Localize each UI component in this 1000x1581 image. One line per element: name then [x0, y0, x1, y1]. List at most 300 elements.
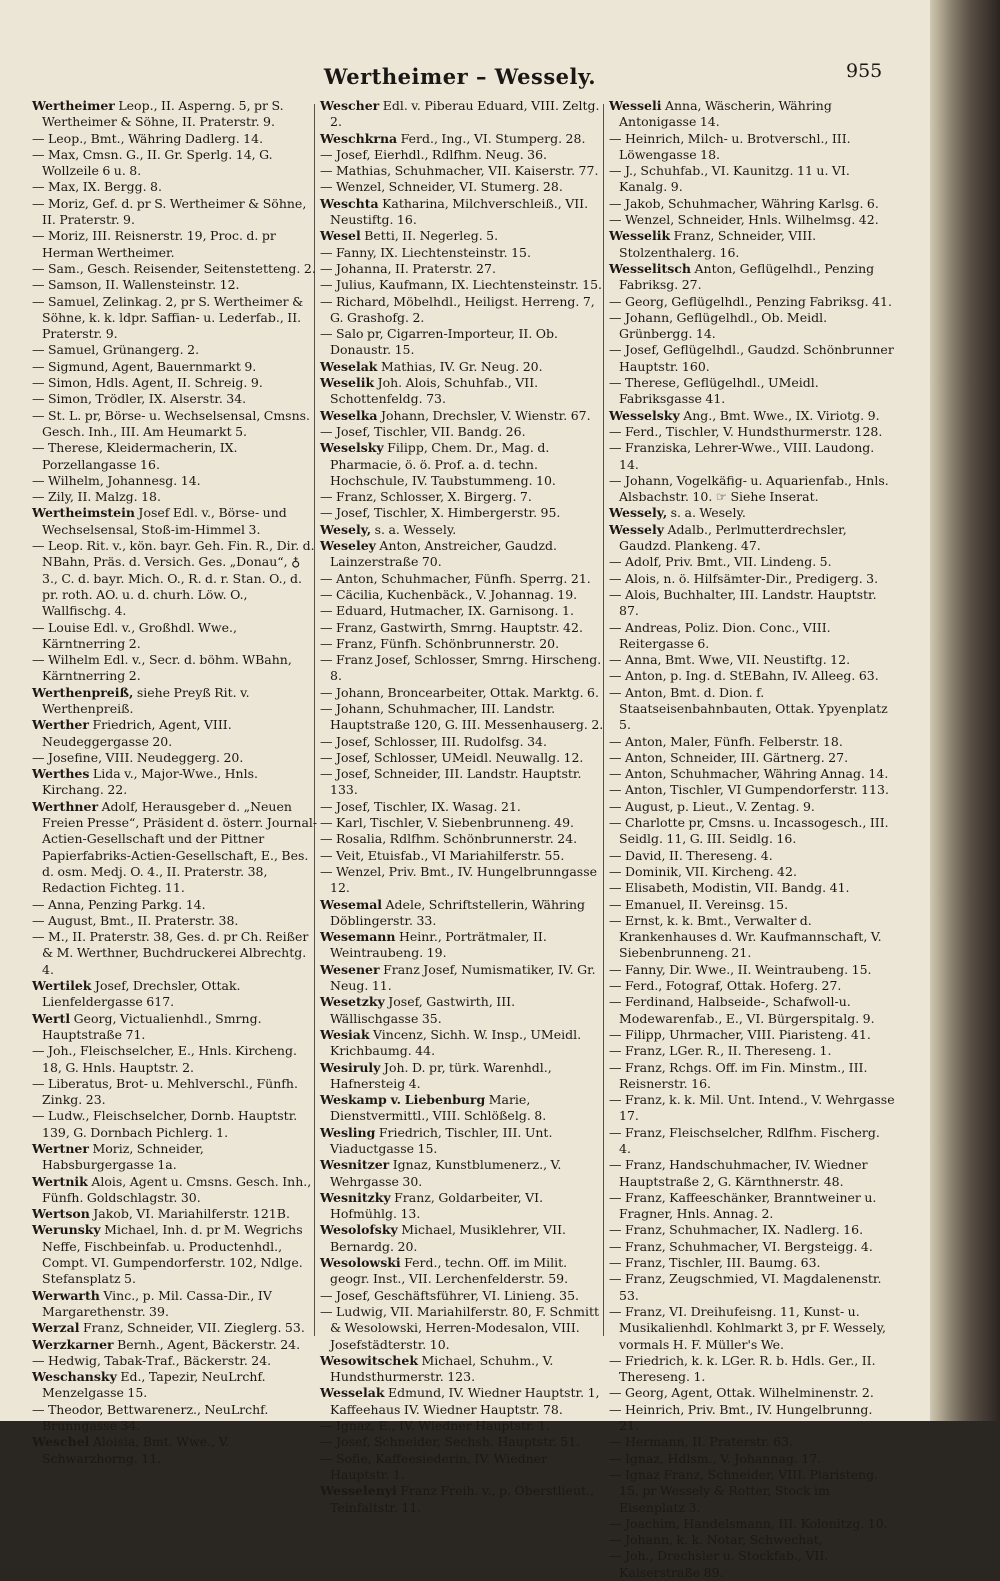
entry-details: — Josef, Schlosser, III. Rudolfsg. 34.	[320, 733, 547, 749]
directory-entry	[609, 473, 895, 506]
entry-details: — Leop., Bmt., Währing Dadlerg. 14.	[32, 130, 264, 146]
entry-details: — Franziska, Lehrer-Wwe., VIII. Laudong. 14.	[609, 440, 875, 472]
entry-details: — Anton, Schneider, III. Gärtnerg. 27.	[609, 749, 849, 765]
entry-details: — Salo pr, Cigarren-Importeur, II. Ob. Donaustr. 15.	[320, 326, 559, 358]
entry-surname: Weskamp v. Liebenburg	[320, 1092, 486, 1108]
entry-details: — Johann, k. k. Notar, Schwechat,	[609, 1532, 823, 1548]
entry-details: Edmund, IV. Wiedner Hauptstr. 1, Kaffeehaus IV. Wiedner Hauptstr. 78.	[330, 1385, 600, 1417]
directory-entry	[320, 359, 606, 375]
directory-entry	[32, 98, 318, 131]
entry-details: Friedrich, Tischler, III. Unt. Viaductgasse 15.	[330, 1124, 553, 1156]
entry-surname: Wesolofsky	[320, 1222, 398, 1238]
directory-entry	[32, 505, 318, 538]
entry-surname: Werzkarner	[32, 1336, 114, 1352]
directory-entry	[320, 261, 606, 277]
directory-entry	[320, 1483, 606, 1516]
directory-entry	[320, 766, 606, 799]
entry-surname: Wesel	[320, 228, 361, 244]
directory-entry	[609, 782, 895, 798]
directory-entry	[609, 522, 895, 555]
directory-entry	[320, 179, 606, 195]
directory-entry	[32, 1402, 318, 1435]
directory-entry	[320, 375, 606, 408]
page-number: 955	[846, 60, 883, 82]
entry-details: — Eduard, Hutmacher, IX. Garnisong. 1.	[320, 603, 574, 619]
entry-surname: Wesselsky	[609, 407, 680, 423]
entry-details: Marie, Dienstvermittl., VIII. Schlößelg. 8.	[330, 1092, 547, 1124]
directory-entry	[32, 408, 318, 441]
column-2	[320, 98, 606, 1515]
entry-details: — Josef, Geflügelhdl., Gaudzd. Schönbrunner Hauptstr. 160.	[609, 342, 894, 374]
entry-surname: Wertheimstein	[32, 505, 135, 521]
entry-surname: Weschkrna	[320, 130, 398, 146]
directory-entry	[320, 245, 606, 261]
directory-entry	[32, 717, 318, 750]
entry-surname: Weselik	[320, 375, 375, 391]
directory-entry	[609, 261, 895, 294]
directory-entry	[320, 1418, 606, 1434]
entry-details: — Josefine, VIII. Neudeggerg. 20.	[32, 749, 244, 765]
directory-entry	[32, 750, 318, 766]
directory-entry	[609, 668, 895, 684]
directory-entry	[609, 1402, 895, 1435]
directory-entry	[320, 326, 606, 359]
column-3	[609, 98, 895, 1580]
entry-details: — Anton, Tischler, VI Gumpendorferstr. 113.	[609, 782, 889, 798]
directory-entry	[320, 1060, 606, 1093]
entry-surname: Wesnitzky	[320, 1189, 391, 1205]
entry-surname: Weschansky	[32, 1369, 117, 1385]
entry-details: — St. L. pr, Börse- u. Wechselsensal, Cmsns. Gesch. Inh., III. Am Heumarkt 5.	[32, 407, 311, 439]
directory-entry	[609, 1190, 895, 1223]
entry-surname: Weselsky	[320, 440, 384, 456]
entry-details: — Josef, Schneider, Sechsh. Hauptstr. 51.	[320, 1434, 581, 1450]
directory-entry	[320, 424, 606, 440]
entry-details: — Theodor, Bettwarenerz., NeuLrchf. Brunngasse 34.	[32, 1401, 269, 1434]
directory-entry	[609, 1125, 895, 1158]
entry-details: — Heinrich, Milch- u. Brotverschl., III. Löwengasse 18.	[609, 130, 851, 162]
directory-entry	[609, 1516, 895, 1532]
directory-entry	[32, 929, 318, 978]
directory-entry	[609, 994, 895, 1027]
entry-details: — Ignaz, Hdlsm., V. Johannag. 17.	[609, 1450, 822, 1466]
entry-details: — Wilhelm, Johannesg. 14.	[32, 472, 201, 488]
entry-details: Ferd., techn. Off. im Milit. geogr. Inst., VII. Lerchenfelderstr. 59.	[330, 1255, 569, 1287]
entry-details: — Johann, Geflügelhdl., Ob. Meidl. Grünbergg. 14.	[609, 309, 828, 342]
entry-details: — Johann, Vogelkäfig- u. Aquarienfab., Hnls. Alsbachstr. 10. ☞ Siehe Inserat.	[609, 472, 889, 505]
entry-details: Betti, II. Negerleg. 5.	[360, 228, 499, 244]
entry-details: — Josef, Schneider, III. Landstr. Hauptstr. 133.	[320, 766, 582, 798]
entry-details: s. a. Wessely.	[371, 521, 457, 537]
entry-details: Alois, Agent u. Cmsns. Gesch. Inh., Fünfh. Goldschlagstr. 30.	[42, 1173, 312, 1205]
entry-details: — Moriz, III. Reisnerstr. 19, Proc. d. pr Herman Wertheimer.	[32, 228, 276, 260]
entry-details: Filipp, Chem. Dr., Mag. d. Pharmacie, ö. ö. Prof. a. d. techn. Hochschule, IV. Taubstummeng. 10.	[330, 440, 556, 488]
column-1	[32, 98, 318, 1466]
directory-entry	[32, 1434, 318, 1467]
entry-details: — Veit, Etuisfab., VI Mariahilferstr. 55.	[320, 847, 565, 863]
directory-entry	[320, 147, 606, 163]
entry-details: — Julius, Kaufmann, IX. Liechtensteinstr. 15.	[320, 277, 603, 293]
directory-entry	[609, 212, 895, 228]
directory-entry	[320, 1353, 606, 1386]
entry-details: — Ferd., Fotograf, Ottak. Hoferg. 27.	[609, 978, 842, 994]
entry-details: Franz, Schneider, VIII. Stolzenthalerg. 16.	[619, 228, 817, 260]
entry-details: — Franz, VI. Dreihufeisng. 11, Kunst- u. Musikalienhdl. Kohlmarkt 3, pr F. Wessely, vormals H. F. Müller's We.	[609, 1303, 887, 1352]
entry-details: siehe Preyß Rit. v. Werthenpreiß.	[42, 684, 250, 716]
entry-details: Katharina, Milchverschleiß., VII. Neustiftg. 16.	[330, 195, 589, 228]
directory-entry	[32, 1043, 318, 1076]
entry-details: — Johanna, II. Praterstr. 27.	[320, 260, 496, 276]
directory-entry	[32, 685, 318, 718]
directory-entry	[320, 163, 606, 179]
directory-entry	[320, 962, 606, 995]
directory-entry	[320, 571, 606, 587]
entry-surname: Weselak	[320, 358, 378, 374]
entry-details: Leop., II. Asperng. 5, pr S. Wertheimer & Söhne, II. Praterstr. 9.	[42, 98, 284, 130]
entry-details: — Ignaz, E., IV. Wiedner Hauptstr. 1.	[320, 1418, 550, 1434]
directory-entry	[609, 1434, 895, 1450]
entry-details: — Max, Cmsn. G., II. Gr. Sperlg. 14, G. Wollzeile 6 u. 8.	[32, 146, 273, 179]
entry-details: — Mathias, Schuhmacher, VII. Kaiserstr. 77.	[320, 163, 599, 179]
entry-details: Joh. D. pr, türk. Warenhdl., Hafnersteig 4.	[330, 1059, 552, 1091]
entry-details: — Franz, Tischler, III. Baumg. 63.	[609, 1255, 821, 1271]
entry-surname: Wesener	[320, 961, 380, 977]
page-header	[0, 60, 958, 100]
directory-entry	[609, 131, 895, 164]
directory-entry	[320, 1385, 606, 1418]
entry-details: Josef, Drechsler, Ottak. Lienfeldergasse 617.	[42, 978, 241, 1010]
entry-surname: Wesemal	[320, 896, 383, 912]
entry-details: Aloisia, Bmt. Wwe., V. Schwarzhorng. 11.	[42, 1434, 230, 1466]
entry-details: — Franz, Gastwirth, Smrng. Hauptstr. 42.	[320, 619, 583, 635]
directory-entry	[320, 587, 606, 603]
directory-entry	[32, 766, 318, 799]
entry-surname: Weseley	[320, 538, 376, 554]
directory-entry	[32, 1141, 318, 1174]
entry-details: — Jakob, Schuhmacher, Währing Karlsg. 6.	[609, 195, 879, 211]
entry-details: — Josef, Schlosser, UMeidl. Neuwallg. 12.	[320, 749, 584, 765]
entry-details: — Max, IX. Bergg. 8.	[32, 179, 162, 195]
entry-details: Bernh., Agent, Bäckerstr. 24.	[113, 1336, 301, 1352]
entry-details: — Anton, Schuhmacher, Fünfh. Sperrg. 21.	[320, 570, 591, 586]
entry-details: — Ignaz Franz, Schneider, VIII. Piaristeng. 15, pr Wessely & Rotter, Stock im Eisenplatz 3.	[609, 1466, 879, 1515]
entry-details: Josef, Gastwirth, III. Wällischgasse 35.	[330, 994, 516, 1026]
directory-entry	[320, 408, 606, 424]
entry-details: — Rosalia, Rdlfhm. Schönbrunnerstr. 24.	[320, 831, 578, 847]
entry-surname: Wesolowski	[320, 1255, 401, 1271]
directory-entry	[609, 897, 895, 913]
entry-surname: Werthner	[32, 798, 99, 814]
directory-entry	[32, 489, 318, 505]
entry-details: Michael, Schuhm., V. Hundsthurmerstr. 123.	[330, 1352, 554, 1385]
entry-surname: Wesemann	[320, 929, 396, 945]
entry-details: — David, II. Thereseng. 4.	[609, 847, 773, 863]
directory-entry	[320, 538, 606, 571]
entry-details: Franz, Schneider, VII. Zieglerg. 53.	[79, 1320, 305, 1336]
entry-details: Anna, Wäscherin, Währing Antonigasse 14.	[619, 98, 832, 130]
entry-surname: Wesowitschek	[320, 1352, 418, 1368]
entry-details: — Josef, Tischler, X. Himbergerstr. 95.	[320, 505, 561, 521]
entry-surname: Wessely,	[609, 505, 668, 521]
directory-entry	[320, 196, 606, 229]
entry-details: — Simon, Trödler, IX. Alserstr. 34.	[32, 391, 247, 407]
entry-details: — Zily, II. Malzg. 18.	[32, 489, 161, 505]
directory-entry	[320, 652, 606, 685]
entry-details: — Alois, Buchhalter, III. Landstr. Hauptstr. 87.	[609, 586, 877, 619]
entry-details: Josef Edl. v., Börse- und Wechselsensal, Stoß-im-Himmel 3.	[42, 505, 287, 537]
entry-details: — Karl, Tischler, V. Siebenbrunneng. 49.	[320, 815, 575, 831]
entry-details: Adele, Schriftstellerin, Währing Döblingerstr. 33.	[330, 896, 586, 928]
directory-entry	[32, 978, 318, 1011]
entry-surname: Werzal	[32, 1320, 80, 1336]
directory-entry	[320, 489, 606, 505]
entry-details: — Anton, p. Ing. d. StEBahn, IV. Alleeg. 63.	[609, 668, 879, 684]
entry-surname: Wertl	[32, 1010, 71, 1026]
entry-details: Friedrich, Agent, VIII. Neudeggergasse 20.	[42, 717, 232, 749]
entry-details: — Ernst, k. k. Bmt., Verwalter d. Krankenhauses d. Wr. Kaufmannschaft, V. Siebenbrunneng. 21.	[609, 912, 882, 961]
entry-details: — Elisabeth, Modistin, VII. Bandg. 41.	[609, 880, 850, 896]
directory-entry	[32, 440, 318, 473]
directory-entry	[32, 1320, 318, 1336]
entry-surname: Wesselak	[320, 1385, 385, 1401]
entry-details: Franz Freih. v., p. Oberstlieut., Teinfaltstr. 11.	[330, 1483, 594, 1515]
entry-surname: Werwarth	[32, 1287, 100, 1303]
entry-details: Vinc., p. Mil. Cassa-Dir., IV Margarethenstr. 39.	[42, 1287, 272, 1319]
entry-details: — Cäcilia, Kuchenbäck., V. Johannag. 19.	[320, 586, 578, 602]
entry-details: — Dominik, VII. Kircheng. 42.	[609, 863, 797, 879]
entry-details: Adolf, Herausgeber d. „Neuen Freien Presse“, Präsident d. österr. Journal-Actien-Gesellschaft und der Pittner Papierfabriks-Actien-Gesellschaft, E., Bes. d. osm. Medj. O. 4., II. Praterstr. 38, Redaction Fichteg. 11.	[42, 798, 318, 896]
directory-entry	[320, 131, 606, 147]
entry-details: — Sofie, Kaffeesiederin, IV. Wiedner Hauptstr. 1.	[320, 1450, 548, 1482]
directory-entry	[320, 994, 606, 1027]
directory-entry	[32, 799, 318, 897]
directory-entry	[32, 913, 318, 929]
entry-details: — Franz, Rchgs. Off. im Fin. Minstm., III. Reisnerstr. 16.	[609, 1059, 868, 1091]
entry-details: — Sam., Gesch. Reisender, Seitenstetteng. 2.	[32, 260, 316, 276]
entry-details: Ed., Tapezir, NeuLrchf. Menzelgasse 15.	[42, 1369, 266, 1401]
entry-surname: Wertheimer	[32, 98, 115, 113]
directory-entry	[609, 571, 895, 587]
directory-entry	[32, 538, 318, 619]
entry-details: — Josef, Tischler, IX. Wasag. 21.	[320, 798, 521, 814]
directory-entry	[32, 1108, 318, 1141]
entry-details: s. a. Wesely.	[667, 505, 746, 521]
entry-surname: Wesselitsch	[609, 260, 692, 276]
entry-details: — Franz, Schuhmacher, VI. Bergsteigg. 4.	[609, 1238, 873, 1254]
entry-details: Anton, Anstreicher, Gaudzd. Lainzerstraße 70.	[330, 538, 557, 570]
directory-entry	[320, 277, 606, 293]
entry-details: — Anna, Bmt. Wwe, VII. Neustiftg. 12.	[609, 652, 851, 668]
entry-details: — Georg, Agent, Ottak. Wilhelminenstr. 2.	[609, 1385, 874, 1401]
entry-details: — Wenzel, Schneider, VI. Stumerg. 28.	[320, 179, 563, 195]
directory-entry	[320, 620, 606, 636]
entry-details: — Joachim, Handelsmann, III. Kolonitzg. 10.	[609, 1515, 888, 1531]
entry-details: Anton, Geflügelhdl., Penzing Fabriksg. 27.	[619, 260, 875, 293]
entry-details: Ang., Bmt. Wwe., IX. Viriotg. 9.	[679, 407, 880, 423]
entry-details: — Filipp, Uhrmacher, VIII. Piaristeng. 41.	[609, 1026, 871, 1042]
entry-details: — M., II. Praterstr. 38, Ges. d. pr Ch. Reißer & M. Werthner, Buchdruckerei Albrechtg. 4.	[32, 929, 309, 977]
entry-surname: Wesiruly	[320, 1059, 381, 1075]
directory-entry	[32, 261, 318, 277]
directory-entry	[609, 799, 895, 815]
directory-entry	[609, 310, 895, 343]
directory-entry	[32, 1174, 318, 1207]
entry-surname: Wescher	[320, 98, 380, 113]
entry-details: — Georg, Geflügelhdl., Penzing Fabriksg. 41.	[609, 293, 892, 309]
directory-entry	[32, 131, 318, 147]
directory-entry	[32, 1288, 318, 1321]
entry-details: Johann, Drechsler, V. Wienstr. 67.	[377, 407, 591, 423]
entry-details: — Therese, Geflügelhdl., UMeidl. Fabriksgasse 41.	[609, 375, 819, 407]
directory-entry	[609, 978, 895, 994]
directory-entry	[609, 505, 895, 521]
directory-entry	[609, 750, 895, 766]
entry-details: — Charlotte pr, Cmsns. u. Incassogesch., III. Seidlg. 11, G. III. Seidlg. 16.	[609, 815, 889, 847]
entry-details: — Anna, Penzing Parkg. 14.	[32, 896, 206, 912]
directory-entry	[320, 603, 606, 619]
entry-details: — Adolf, Priv. Bmt., VII. Lindeng. 5.	[609, 554, 832, 570]
entry-details: — Ludwig, VII. Mariahilferstr. 80, F. Schmitt & Wesolowski, Herren-Modesalon, VIII. Josefstädterstr. 10.	[320, 1303, 600, 1352]
entry-details: — Moriz, Gef. d. pr S. Wertheimer & Söhne, II. Praterstr. 9.	[32, 195, 307, 228]
directory-entry	[609, 734, 895, 750]
directory-entry	[609, 375, 895, 408]
directory-entry	[320, 228, 606, 244]
entry-details: Adalb., Perlmutterdrechsler, Gaudzd. Plankeng. 47.	[619, 521, 847, 554]
directory-entry	[320, 1157, 606, 1190]
entry-details: — Wilhelm Edl. v., Secr. d. böhm. WBahn, Kärntnerring 2.	[32, 652, 292, 684]
directory-entry	[609, 652, 895, 668]
entry-surname: Wessely	[609, 521, 665, 537]
entry-details: Ferd., Ing., VI. Stumperg. 28.	[397, 130, 586, 146]
entry-details: Franz Josef, Numismatiker, IV. Gr. Neug. 11.	[330, 961, 596, 994]
entry-details: — Simon, Hdls. Agent, II. Schreig. 9.	[32, 375, 263, 391]
entry-details: — Josef, Eierhdl., Rdlfhm. Neug. 36.	[320, 146, 548, 162]
directory-entry	[609, 1092, 895, 1125]
directory-entry	[609, 554, 895, 570]
directory-entry	[609, 1451, 895, 1467]
directory-entry	[320, 815, 606, 831]
entry-surname: Werthes	[32, 766, 90, 782]
entry-surname: Weschta	[320, 195, 379, 211]
entry-details: — Ferd., Tischler, V. Hundsthurmerstr. 128.	[609, 423, 883, 439]
directory-entry	[320, 636, 606, 652]
entry-details: — Fanny, Dir. Wwe., II. Weintraubeng. 15.	[609, 961, 872, 977]
entry-details: — Louise Edl. v., Großhdl. Wwe., Kärntnerring 2.	[32, 619, 237, 651]
directory-entry	[32, 652, 318, 685]
entry-details: — Johann, Schuhmacher, III. Landstr. Hauptstraße 120, G. III. Messenhauserg. 2.	[320, 700, 604, 733]
directory-entry	[32, 473, 318, 489]
entry-details: — Wenzel, Schneider, Hnls. Wilhelmsg. 42.	[609, 212, 879, 228]
directory-entry	[609, 1060, 895, 1093]
directory-entry	[609, 587, 895, 620]
entry-details: Vincenz, Sichh. W. Insp., UMeidl. Krichbaumg. 44.	[330, 1026, 582, 1059]
entry-details: Heinr., Porträtmaler, II. Weintraubeng. 19.	[330, 929, 547, 961]
directory-entry	[609, 1532, 895, 1548]
directory-entry	[32, 147, 318, 180]
entry-details: — Emanuel, II. Vereinsg. 15.	[609, 896, 789, 912]
entry-details: Ignaz, Kunstblumenerz., V. Wehrgasse 30.	[330, 1157, 562, 1189]
directory-entry	[609, 1222, 895, 1238]
entry-details: — Therese, Kleidermacherin, IX. Porzellangasse 16.	[32, 440, 238, 472]
directory-entry	[609, 1027, 895, 1043]
directory-entry	[609, 766, 895, 782]
directory-entry	[609, 620, 895, 653]
entry-surname: Weschel	[32, 1434, 90, 1450]
entry-surname: Wertilek	[32, 978, 92, 994]
directory-entry	[609, 962, 895, 978]
directory-entry	[609, 1271, 895, 1304]
entry-details: Jakob, VI. Mariahilferstr. 121B.	[89, 1206, 290, 1222]
entry-surname: Werthenpreiß,	[32, 684, 134, 700]
directory-entry	[320, 1255, 606, 1288]
entry-details: — Heinrich, Priv. Bmt., IV. Hungelbrunng. 21.	[609, 1401, 873, 1434]
directory-entry	[32, 620, 318, 653]
directory-entry	[609, 1255, 895, 1271]
entry-details: Lida v., Major-Wwe., Hnls. Kirchang. 22.	[42, 766, 258, 798]
directory-entry	[320, 440, 606, 489]
entry-details: — Anton, Maler, Fünfh. Felberstr. 18.	[609, 733, 843, 749]
entry-details: Michael, Inh. d. pr M. Wegrichs Neffe, Fischbeinfab. u. Productenhdl., Compt. VI. Gumpendorferstr. 102, Ndlge. Stefansplatz 5.	[42, 1222, 303, 1287]
directory-entry	[32, 391, 318, 407]
directory-entry	[32, 277, 318, 293]
directory-entry	[320, 1451, 606, 1484]
directory-entry	[609, 342, 895, 375]
directory-entry	[609, 294, 895, 310]
directory-entry	[609, 1385, 895, 1401]
entry-details: — Franz, Fünfh. Schönbrunnerstr. 20.	[320, 635, 560, 651]
directory-entry	[32, 1011, 318, 1044]
entry-details: Moriz, Schneider, Habsburgergasse 1a.	[42, 1141, 204, 1173]
directory-entry	[320, 750, 606, 766]
entry-details: Edl. v. Piberau Eduard, VIII. Zeltg. 2.	[330, 98, 600, 130]
entry-details: — August, p. Lieut., V. Zentag. 9.	[609, 798, 815, 814]
directory-entry	[609, 913, 895, 962]
entry-surname: Werther	[32, 717, 89, 733]
entry-details: — Richard, Möbelhdl., Heiligst. Herreng. 7, G. Grashofg. 2.	[320, 293, 595, 325]
directory-entry	[32, 228, 318, 261]
entry-details: — Liberatus, Brot- u. Mehlverschl., Fünfh. Zinkg. 23.	[32, 1075, 298, 1108]
entry-details: Michael, Musiklehrer, VII. Bernardg. 20.	[330, 1222, 566, 1254]
entry-details: Mathias, IV. Gr. Neug. 20.	[377, 358, 543, 374]
directory-entry	[32, 1206, 318, 1222]
directory-entry	[32, 1353, 318, 1369]
directory-entry	[609, 440, 895, 473]
directory-entry	[320, 734, 606, 750]
directory-entry	[32, 294, 318, 343]
entry-surname: Wertner	[32, 1141, 89, 1156]
entry-surname: Wertson	[32, 1206, 90, 1222]
directory-entry	[609, 228, 895, 261]
entry-surname: Wesely,	[320, 521, 372, 537]
entry-details: — Anton, Schuhmacher, Währing Annag. 14.	[609, 766, 889, 782]
directory-entry	[320, 1434, 606, 1450]
entry-surname: Werunsky	[32, 1222, 101, 1238]
entry-details: — Franz, Handschuhmacher, IV. Wiedner Hauptstraße 2, G. Kärnthnerstr. 48.	[609, 1157, 868, 1189]
entry-details: — Franz, Fleischselcher, Rdlfhm. Fischerg. 4.	[609, 1124, 880, 1156]
entry-details: — Franz, Schuhmacher, IX. Nadlerg. 16.	[609, 1222, 864, 1238]
directory-entry	[320, 522, 606, 538]
directory-entry	[320, 929, 606, 962]
entry-details: — Franz, k. k. Mil. Unt. Intend., V. Wehrgasse 17.	[609, 1092, 895, 1124]
directory-entry	[320, 1222, 606, 1255]
directory-entry	[609, 1353, 895, 1386]
directory-entry	[609, 196, 895, 212]
directory-entry	[32, 342, 318, 358]
entry-details: — Franz, Schlosser, X. Birgerg. 7.	[320, 489, 532, 505]
directory-entry	[609, 1043, 895, 1059]
entry-surname: Wesling	[320, 1124, 376, 1140]
directory-entry	[32, 1076, 318, 1109]
